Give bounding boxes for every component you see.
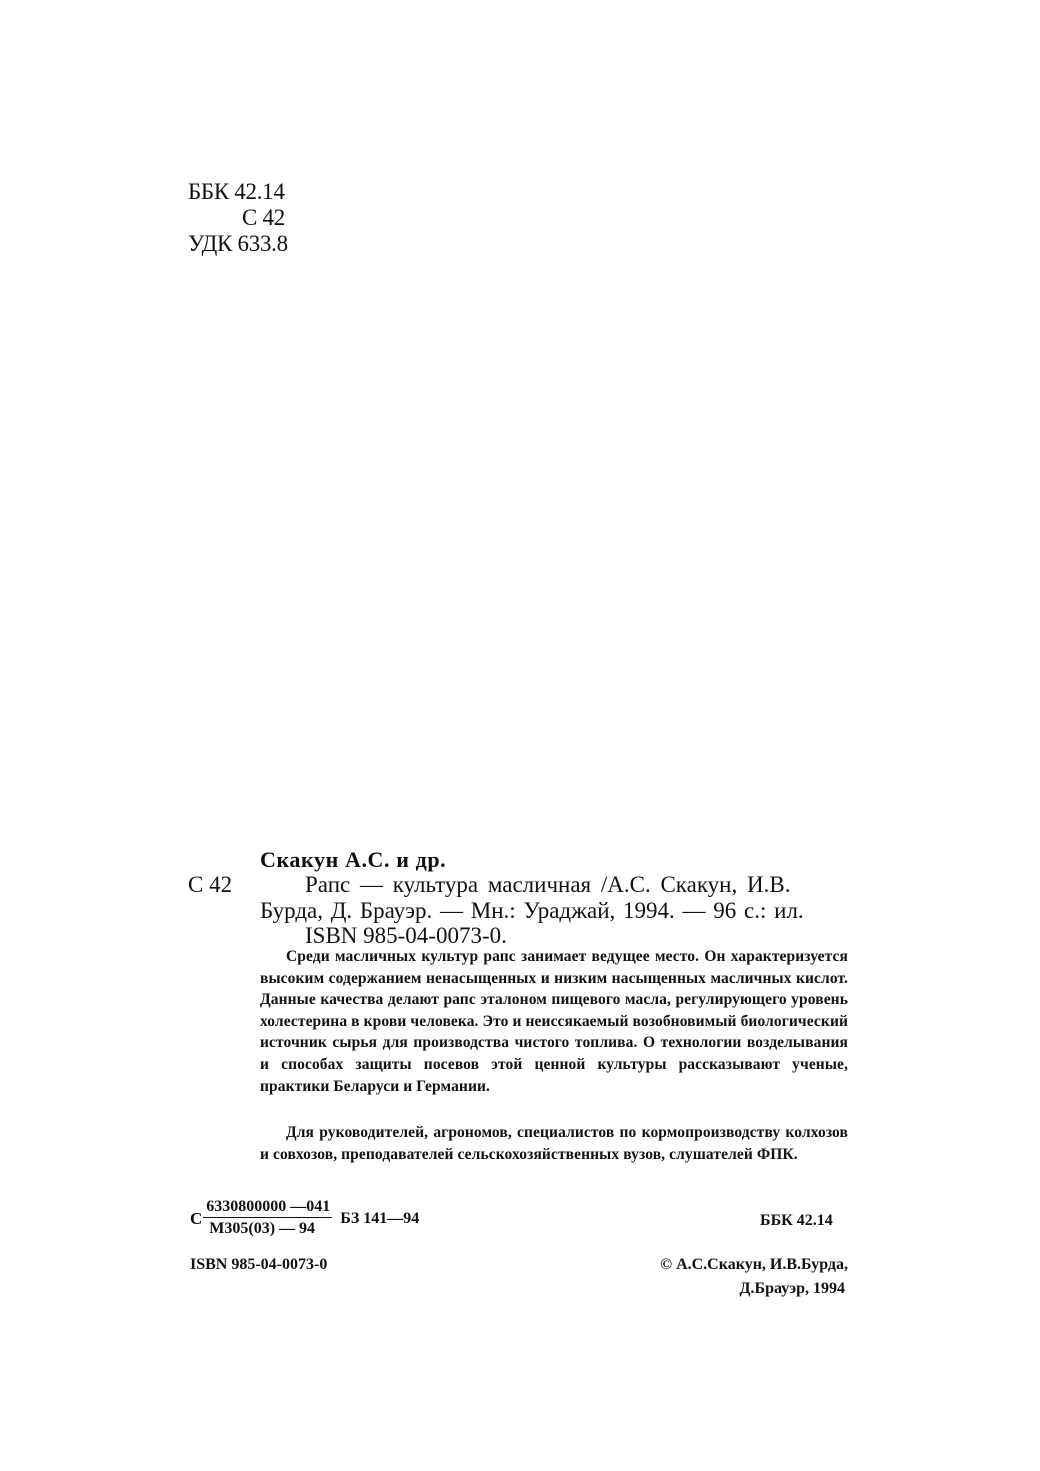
udk-index: УДК 633.8 <box>188 231 288 256</box>
annotation-paragraph: Среди масличных культур рапс занимает ведущее место. Он характеризуется высоким содержанием ненасыщенных и низким насыщенных масличных кислот. Данные качества делают рапс эталоном пищевого масла, регулирующего уровень холестерина в крови человека. Это и неиссякаемый возобновимый биологический источник сырья для производства чистого топлива. О технологии возделывания и способах защиты посевов этой ценной культуры рассказывают ученые, практики Беларуси и Германии. <box>260 948 848 1095</box>
card-isbn: ISBN 985-04-0073-0. <box>305 923 507 948</box>
imprint-bbk: ББК 42.14 <box>760 1212 833 1229</box>
card-author: Скакун А.С. и др. <box>260 847 447 872</box>
formula-denominator: М305(03) — 94 <box>209 1220 316 1237</box>
formula-prefix: С <box>190 1209 203 1228</box>
bbk-index: ББК 42.14 <box>188 179 285 204</box>
copyright-line-2: Д.Брауэр, 1994 <box>739 1280 845 1297</box>
formula-code: БЗ 141—94 <box>340 1210 420 1227</box>
audience-paragraph: Для руководителей, агрономов, специалистов по кормопроизводству колхозов и совхозов, преподавателей сельскохозяйственных вузов, слушателей ФПК. <box>260 1124 848 1163</box>
card-title-line: Рапс — культура масличная /А.С. Скакун, И.В. <box>305 872 791 897</box>
formula-fraction <box>203 1198 332 1238</box>
card-publication-line: Бурда, Д. Брауэр. — Мн.: Ураджай, 1994. — 96 с.: ил. <box>260 898 804 923</box>
formula-numerator: 6330800000 —041 <box>203 1198 332 1218</box>
author-mark: С 42 <box>242 205 285 230</box>
card-author-mark: С 42 <box>188 872 233 897</box>
publishing-formula <box>190 1198 419 1238</box>
copyright-line-1: © А.С.Скакун, И.В.Бурда, <box>660 1256 848 1273</box>
imprint-isbn: ISBN 985-04-0073-0 <box>190 1256 328 1273</box>
